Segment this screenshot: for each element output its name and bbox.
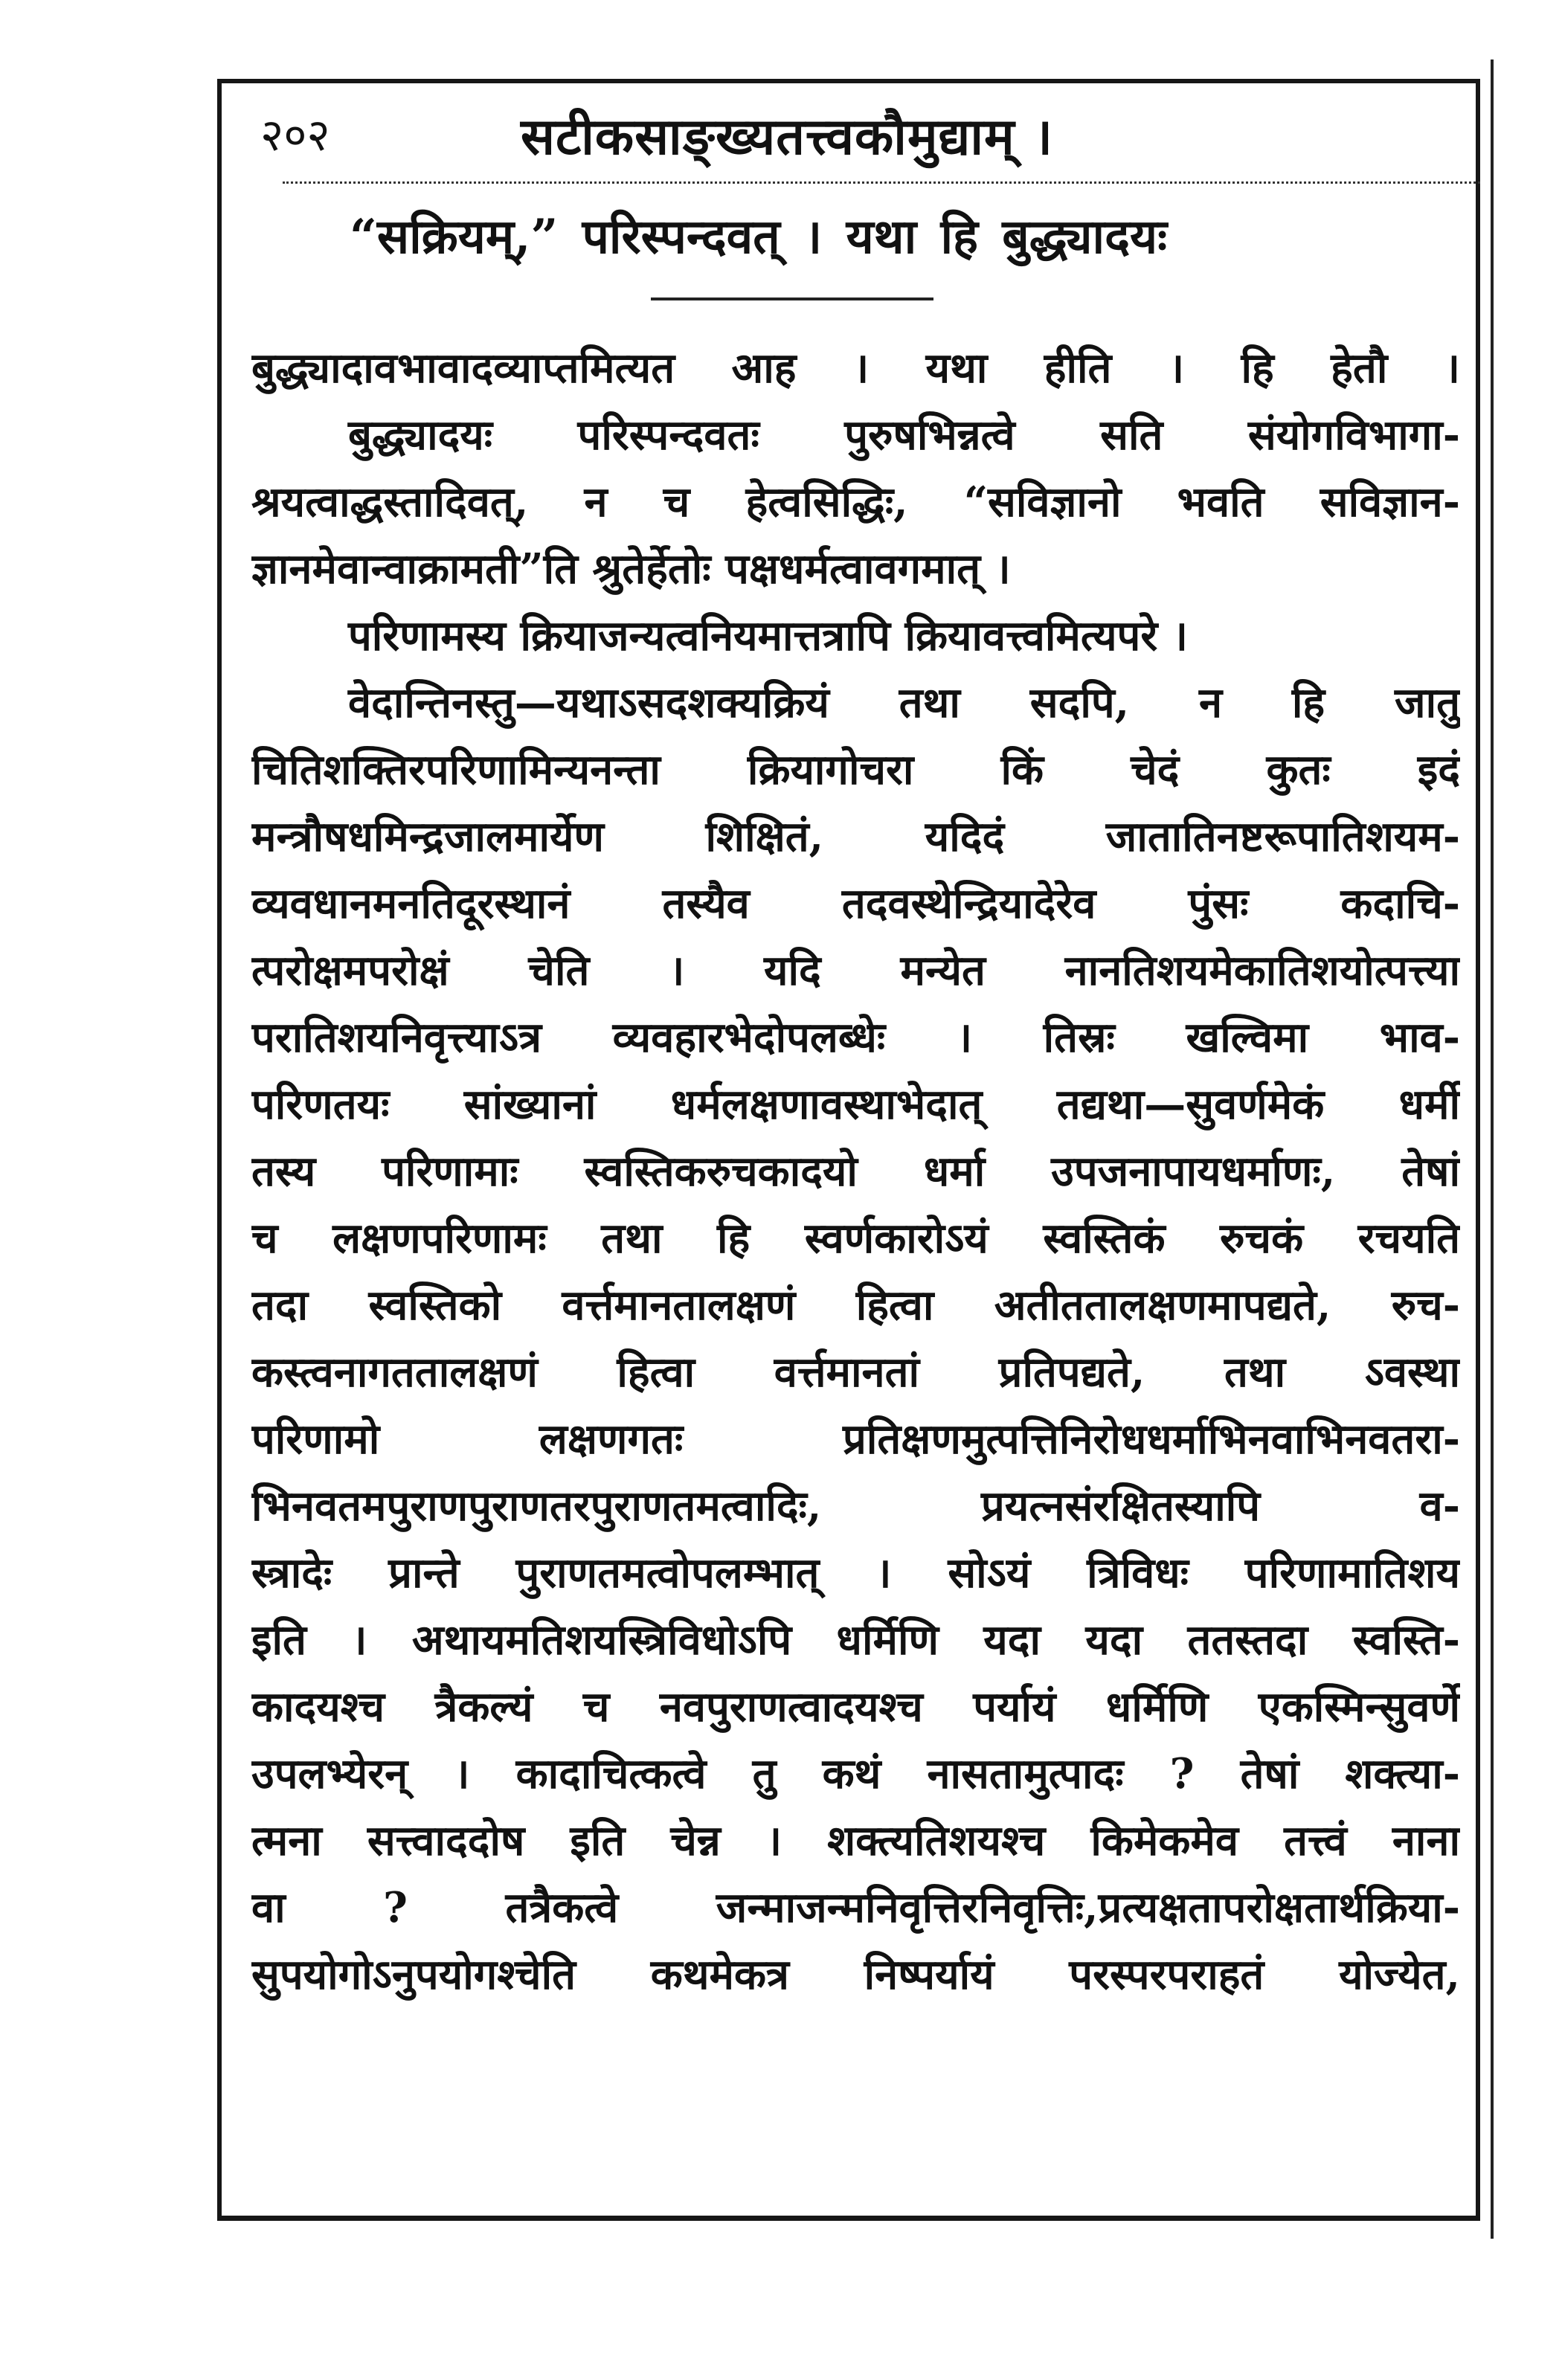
text-line: तदा स्वस्तिको वर्त्तमानतालक्षणं हित्वा अतीततालक्षणमापद्यते, रुच- — [251, 1281, 1460, 1330]
text-line: वा ? तत्रैकत्वे जन्माजन्मनिवृत्तिरनिवृत्तिः,प्रत्यक्षतापरोक्षतार्थक्रिया- — [251, 1883, 1460, 1932]
lemma-rule — [651, 298, 933, 300]
text-line: तस्य परिणामाः स्वस्तिकरुचकादयो धर्मा उपजनापायधर्माणः, तेषां — [251, 1147, 1460, 1196]
text-line: कादयश्च त्रैकल्यं च नवपुराणत्वादयश्च पर्यायं धर्मिणि एकस्मिन्सुवर्णे — [251, 1682, 1460, 1731]
text-line: परातिशयनिवृत्त्याऽत्र व्यवहारभेदोपलब्धेः । तिस्रः खल्विमा भाव- — [251, 1013, 1460, 1062]
commentary-body — [251, 335, 1460, 2008]
text-line: ज्ञानमेवान्वाक्रामती”ति श्रुतेर्हेतोः पक्षधर्मत्वावगमात् । — [251, 544, 1011, 594]
text-line: च लक्षणपरिणामः तथा हि स्वर्णकारोऽयं स्वस्तिकं रुचकं रचयति — [251, 1214, 1460, 1263]
text-line: परिणामस्य क्रियाजन्यत्वनियमात्तत्रापि क्रियावत्त्वमित्यपरे । — [348, 611, 1188, 660]
text-line: वेदान्तिनस्तु—यथाऽसदशक्यक्रियं तथा सदपि, न हि जातु — [348, 678, 1460, 727]
text-line: भिनवतमपुराणपुराणतरपुराणतमत्वादिः, प्रयत्नसंरक्षितस्यापि व- — [251, 1482, 1460, 1531]
text-line: उपलभ्येरन् । कादाचित्कत्वे तु कथं नासतामुत्पादः ? तेषां शक्त्या- — [251, 1749, 1460, 1798]
text-line: परिणतयः सांख्यानां धर्मलक्षणावस्थाभेदात् तद्यथा—सुवर्णमेकं धर्मी — [251, 1080, 1460, 1129]
text-line: चितिशक्तिरपरिणामिन्यनन्ता क्रियागोचरा किं चेदं कुतः इदं — [251, 745, 1460, 794]
text-line: परिणामो लक्षणगतः प्रतिक्षणमुत्पत्तिनिरोधधर्माभिनवाभिनवतरा- — [251, 1415, 1460, 1464]
header-divider — [283, 181, 1480, 184]
lemma-line: “सक्रियम्,” परिस्पन्दवत् । यथा हि बुद्ध्यादयः — [350, 209, 1168, 265]
text-line: मन्त्रौषधमिन्द्रजालमार्येण शिक्षितं, यदिदं जातातिनष्टरूपातिशयम- — [251, 812, 1460, 861]
text-line: स्त्रादेः प्रान्ते पुराणतमत्वोपलम्भात् । सोऽयं त्रिविधः परिणामातिशय — [251, 1548, 1460, 1598]
text-line: त्परोक्षमपरोक्षं चेति । यदि मन्येत नानतिशयमेकातिशयोत्पत्त्या — [251, 946, 1460, 995]
text-line: इति । अथायमतिशयस्त्रिविधोऽपि धर्मिणि यदा यदा ततस्तदा स्वस्ति- — [251, 1615, 1460, 1665]
running-title: सटीकसाङ्ख्यतत्त्वकौमुद्याम् । — [521, 107, 1054, 167]
page-header — [253, 97, 1450, 171]
page-number: २०२ — [260, 109, 330, 161]
text-line: त्मना सत्त्वाददोष इति चेन्न । शक्त्यतिशयश्च किमेकमेव तत्त्वं नाना — [251, 1816, 1460, 1865]
text-line: बुद्ध्यादयः परिस्पन्दवतः पुरुषभिन्नत्वे सति संयोगविभागा- — [348, 411, 1460, 460]
binding-edge-rule — [1491, 60, 1494, 2239]
text-line: श्रयत्वाद्धस्तादिवत्, न च हेत्वसिद्धिः, “सविज्ञानो भवति सविज्ञान- — [251, 477, 1460, 527]
text-line: बुद्ध्यादावभावादव्याप्तमित्यत आह । यथा हीति । हि हेतौ । — [251, 344, 1460, 393]
text-line: कस्त्वनागततालक्षणं हित्वा वर्त्तमानतां प्रतिपद्यते, तथा ऽवस्था — [251, 1348, 1460, 1397]
text-line: सुपयोगोऽनुपयोगश्चेति कथमेकत्र निष्पर्यायं परस्परपराहतं योज्येत, — [251, 1950, 1460, 1999]
text-line: व्यवधानमनतिदूरस्थानं तस्यैव तदवस्थेन्द्रियादेरेव पुंसः कदाचि- — [251, 879, 1460, 928]
